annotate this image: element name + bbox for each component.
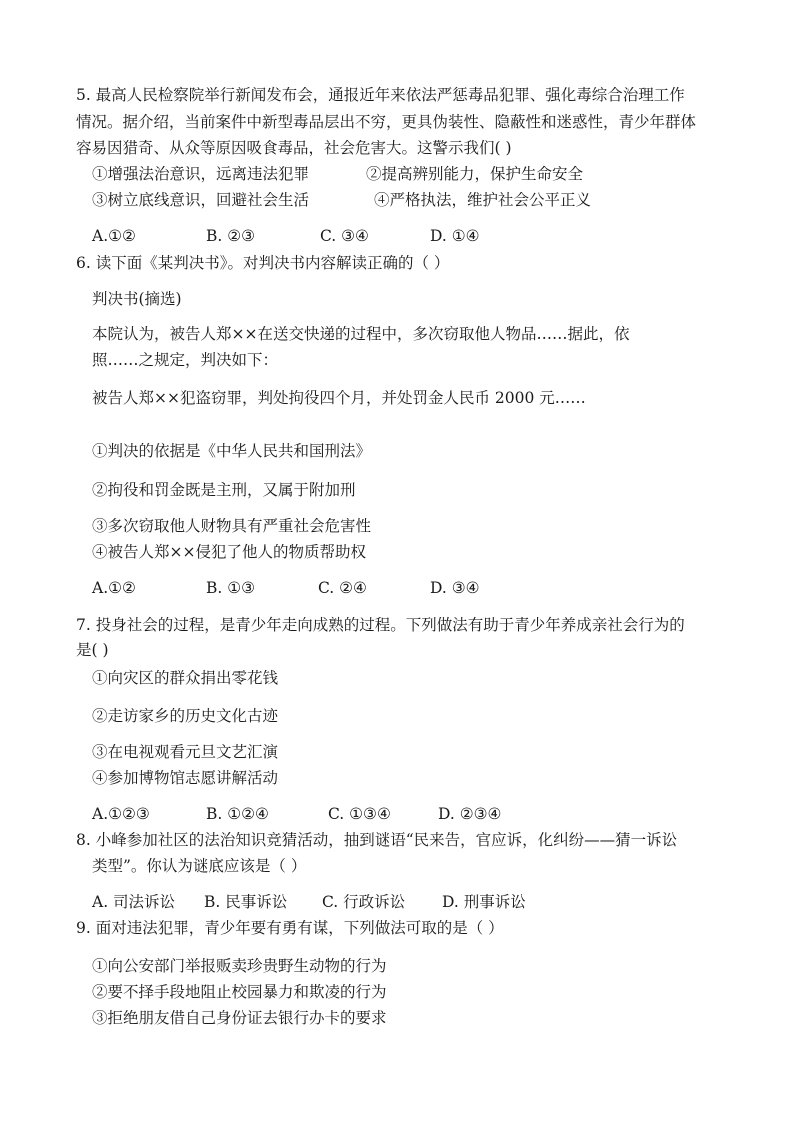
q5-item-3: ③树立底线意识，回避社会生活 (92, 191, 310, 209)
q8-option-c: C. 行政诉讼 (322, 893, 406, 911)
q7-stem-line-1: 7. 投身社会的过程，是青少年走向成熟的过程。下列做法有助于青少年养成亲社会行为的 (76, 616, 685, 634)
q9-item-3: ③拒绝朋友借自己身份证去银行办卡的要求 (92, 1009, 387, 1027)
q9-item-2: ②要不择手段地阻止校园暴力和欺凌的行为 (92, 983, 387, 1001)
q6-item-4: ④被告人郑××侵犯了他人的物质帮助权 (92, 543, 366, 561)
q6-item-1: ①判决的依据是《中华人民共和国刑法》 (92, 442, 372, 460)
q6-option-b: B. ①③ (206, 579, 256, 597)
q9-stem: 9. 面对违法犯罪，青少年要有勇有谋，下列做法可取的是（ ） (76, 919, 504, 937)
q7-item-1: ①向灾区的群众捐出零花钱 (92, 669, 279, 687)
q5-stem-line-2: 情况。据介绍，当前案件中新型毒品层出不穷，更具伪装性、隐蔽性和迷惑性，青少年群体 (76, 113, 697, 131)
q8-option-d: D. 刑事诉讼 (442, 893, 526, 911)
q8-option-b: B. 民事诉讼 (204, 893, 288, 911)
q7-item-4: ④参加博物馆志愿讲解活动 (92, 769, 279, 787)
q6-option-d: D. ③④ (430, 579, 480, 597)
q6-doc-body-line-3: 被告人郑××犯盗窃罪，判处拘役四个月，并处罚金人民币 2000 元…… (92, 389, 586, 407)
q7-option-c: C. ①③④ (328, 805, 391, 823)
q6-doc-body-line-1: 本院认为，被告人郑××在送交快递的过程中，多次窃取他人物品……据此，依 (92, 325, 630, 343)
q5-item-2: ②提高辨别能力，保护生命安全 (366, 165, 584, 183)
q5-option-a: A.①② (92, 227, 136, 245)
q5-options (92, 226, 480, 246)
q6-option-c: C. ②④ (318, 579, 367, 597)
q7-option-d: D. ②③④ (438, 805, 502, 823)
q8-stem-line-2: 类型”。你认为谜底应该是（ ） (92, 857, 307, 875)
q8-options (92, 892, 526, 912)
q5-item-1: ①增强法治意识，远离违法犯罪 (92, 165, 310, 183)
q7-item-3: ③在电视观看元旦文艺汇演 (92, 743, 279, 761)
q5-stem-line-3: 容易因猎奇、从众等原因吸食毒品，社会危害大。这警示我们( ) (76, 139, 512, 157)
q8-stem-line-1: 8. 小峰参加社区的法治知识竞猜活动，抽到谜语“民来告，官应诉，化纠纷——猜一诉讼 (76, 831, 678, 849)
q7-item-2: ②走访家乡的历史文化古迹 (92, 707, 279, 725)
q6-stem: 6. 读下面《某判决书》。对判决书内容解读正确的（ ） (76, 254, 450, 272)
q5-option-c: C. ③④ (320, 227, 369, 245)
q7-option-a: A.①②③ (92, 805, 150, 823)
q6-doc-body-line-2: 照……之规定，判决如下： (92, 351, 279, 369)
q7-option-b: B. ①②④ (206, 805, 269, 823)
q6-item-3: ③多次窃取他人财物具有严重社会危害性 (92, 517, 372, 535)
q6-options (92, 578, 480, 598)
q5-option-d: D. ①④ (430, 227, 480, 245)
q7-options (92, 804, 501, 824)
q8-option-a: A. 司法诉讼 (92, 893, 176, 911)
q6-doc-title: 判决书(摘选) (92, 290, 182, 308)
q6-item-2: ②拘役和罚金既是主刑，又属于附加刑 (92, 481, 356, 499)
q5-option-b: B. ②③ (206, 227, 256, 245)
q5-stem-line-1: 5. 最高人民检察院举行新闻发布会，通报近年来依法严惩毒品犯罪、强化毒综合治理工作 (76, 86, 685, 104)
q5-item-4: ④严格执法，维护社会公平正义 (374, 191, 592, 209)
q9-item-1: ①向公安部门举报贩卖珍贵野生动物的行为 (92, 957, 387, 975)
q7-stem-line-2: 是( ) (76, 641, 109, 659)
q6-option-a: A.①② (92, 579, 136, 597)
